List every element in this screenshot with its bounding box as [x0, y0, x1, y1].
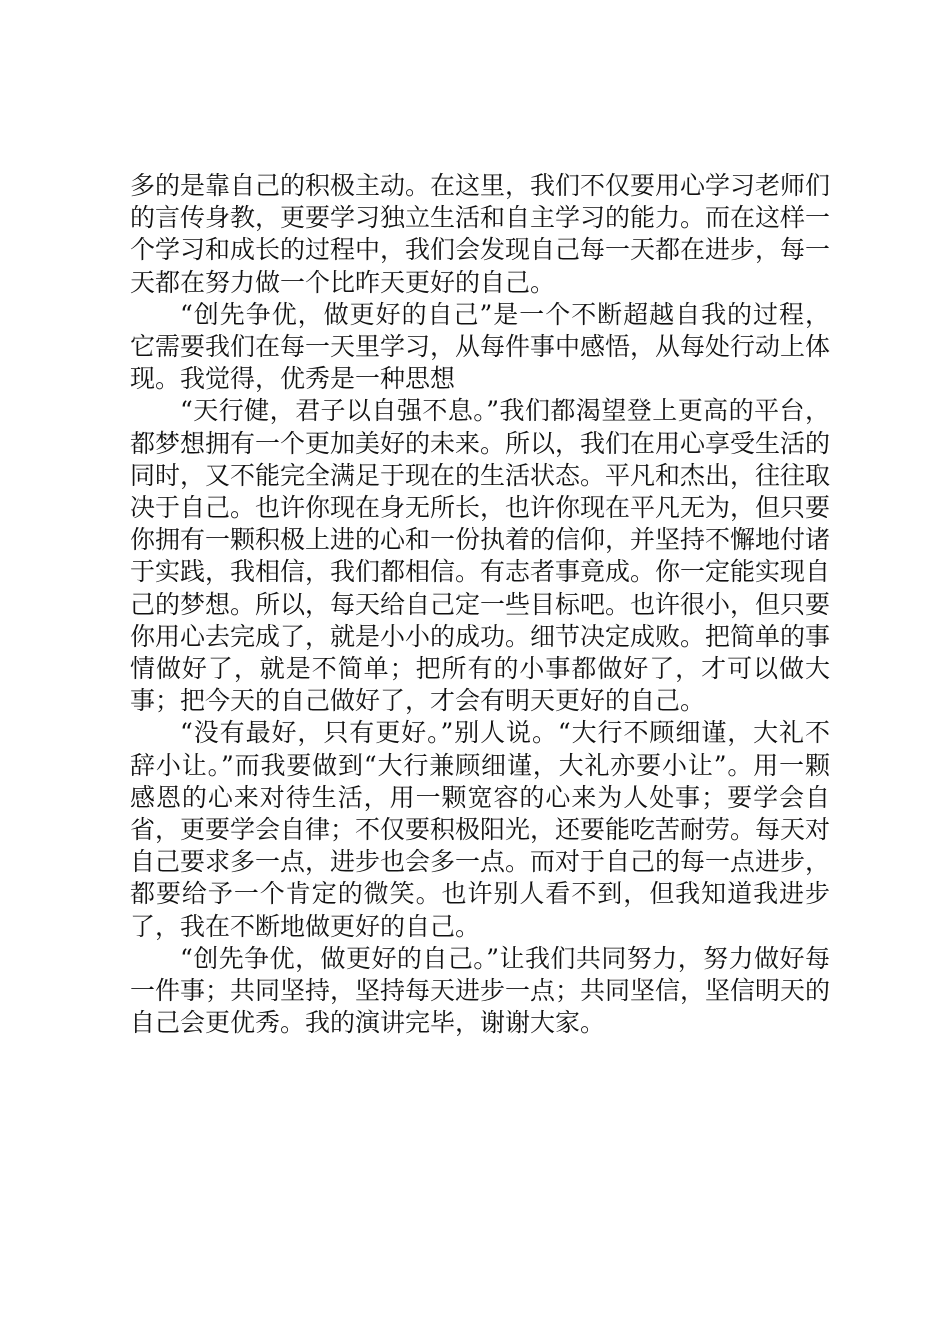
paragraph-1: 多的是靠自己的积极主动。在这里，我们不仅要用心学习老师们的言传身教，更要学习独立生活和自主学习的能力。而在这样一个学习和成长的过程中，我们会发现自己每一天都在进步，每一天都在努力做一个比昨天更好的自己。 — [130, 171, 831, 297]
paragraph-4: “没有最好，只有更好。”别人说。“大行不顾细谨，大礼不辞小让。”而我要做到“大行兼顾细谨，大礼亦要小让”。用一颗感恩的心来对待生活，用一颗宽容的心来为人处事；要学会自省，更要学会自律；不仅要积极阳光，还要能吃苦耐劳。每天对自己要求多一点，进步也会多一点。而对于自己的每一点进步，都要给予一个肯定的微笑。也许别人看不到，但我知道我进步了，我在不断地做更好的自己。 — [130, 718, 831, 941]
paragraph-5: “创先争优，做更好的自己。”让我们共同努力，努力做好每一件事；共同坚持，坚持每天进步一点；共同坚信，坚信明天的自己会更优秀。我的演讲完毕，谢谢大家。 — [130, 943, 831, 1038]
paragraph-2: “创先争优，做更好的自己”是一个不断超越自我的过程，它需要我们在每一天里学习，从每件事中感悟，从每处行动上体现。我觉得，优秀是一种思想 — [130, 299, 831, 394]
paragraph-3: “天行健，君子以自强不息。”我们都渴望登上更高的平台，都梦想拥有一个更加美好的未来。所以，我们在用心享受生活的同时，又不能完全满足于现在的生活状态。平凡和杰出，往往取决于自己。也许你现在身无所长，也许你现在平凡无为，但只要你拥有一颗积极上进的心和一份执着的信仰，并坚持不懈地付诸于实践，我相信，我们都相信。有志者事竟成。你一定能实现自己的梦想。所以，每天给自己定一些目标吧。也许很小，但只要你用心去完成了，就是小小的成功。细节决定成败。把简单的事情做好了，就是不简单；把所有的小事都做好了，才可以做大事；把今天的自己做好了，才会有明天更好的自己。 — [130, 396, 831, 716]
document-body — [130, 170, 830, 1039]
